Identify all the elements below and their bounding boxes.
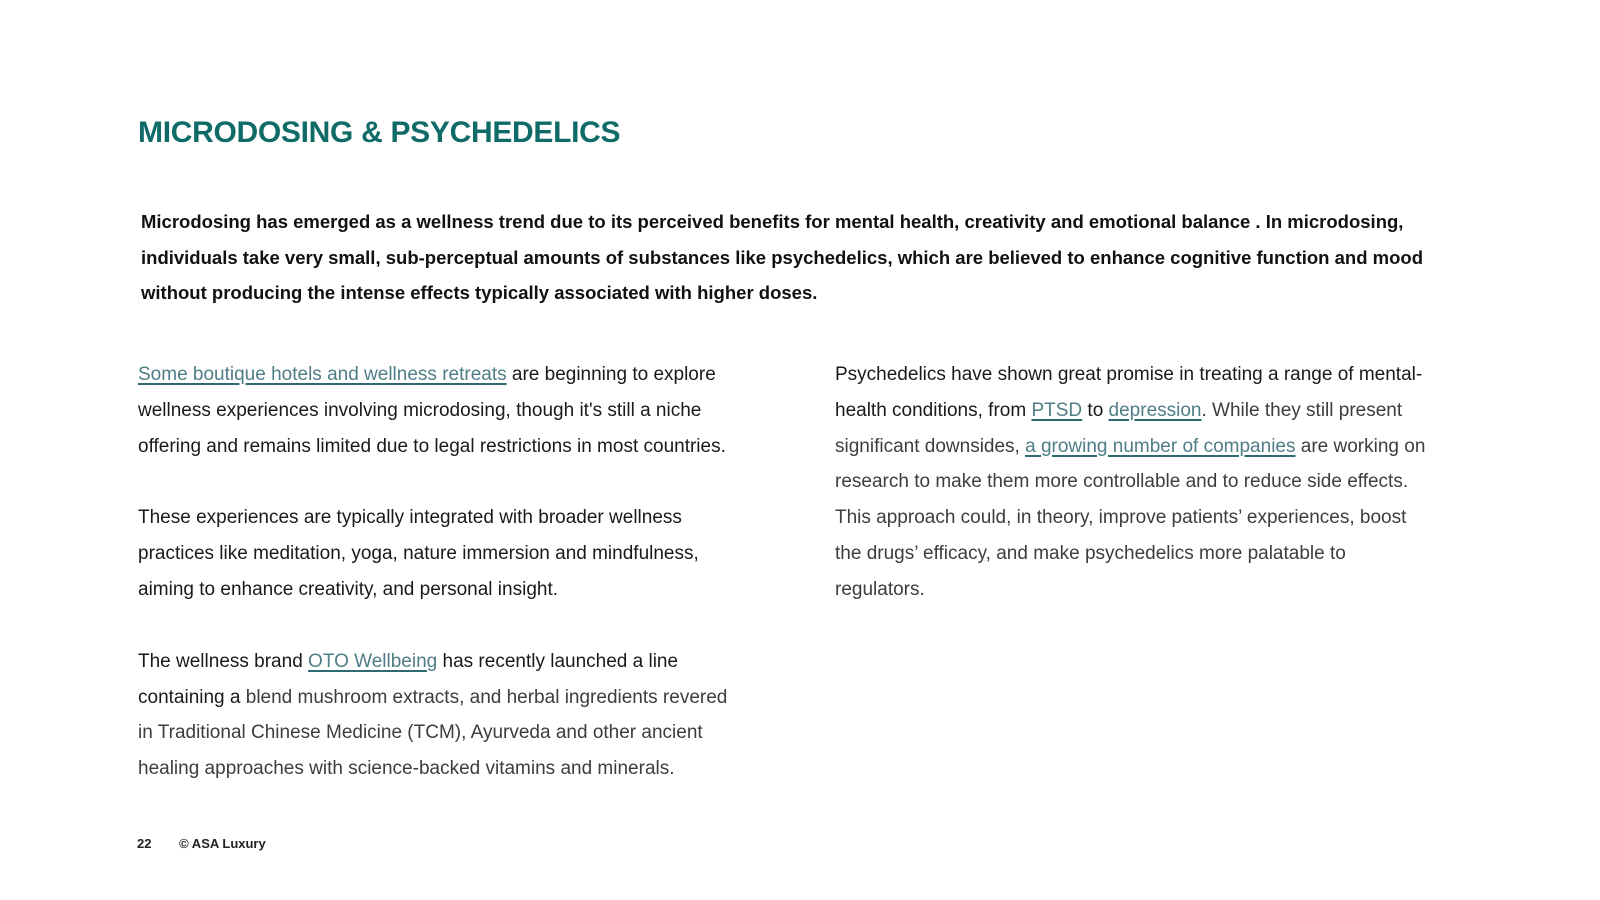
text: in Traditional Chinese Medicine (TCM), Ayurveda and other ancient <box>138 722 703 744</box>
text: Psychedelics have shown great promise in treating a range of mental- <box>835 364 1423 385</box>
text: healing approaches with science-backed vitamins and minerals. <box>138 758 675 780</box>
text: wellness experiences involving microdosing, though it's still a niche <box>138 399 702 421</box>
left-column <box>138 357 727 787</box>
text: offering and remains limited due to legal restrictions in most countries. <box>138 435 726 457</box>
link-boutique-hotels[interactable]: Some boutique hotels and wellness retreats <box>138 364 507 385</box>
page-number: 22 <box>137 836 152 851</box>
link-growing-companies[interactable]: a growing number of companies <box>1025 435 1296 457</box>
paragraph-oto <box>138 644 727 787</box>
page-title: MICRODOSING & PSYCHEDELICS <box>138 116 621 149</box>
text: aiming to enhance creativity, and personal insight. <box>138 578 559 600</box>
link-depression[interactable]: depression <box>1108 399 1202 421</box>
text: the drugs’ efficacy, and make psychedelics more palatable to <box>835 542 1346 564</box>
link-oto-wellbeing[interactable]: OTO Wellbeing <box>308 650 438 672</box>
text: . While they still present <box>1201 399 1403 421</box>
paragraph-experiences <box>138 500 727 607</box>
intro-paragraph: Microdosing has emerged as a wellness trend due to its perceived benefits for mental health, creativity and emotional balance . In microdosing, individuals take very small, sub-perceptual amounts of substances like psychedelics, which are believed to enhance cognitive function and mood without producing the intense effects typically associated with higher doses. <box>141 211 1423 303</box>
paragraph-retreats <box>138 357 727 464</box>
text: This approach could, in theory, improve patients’ experiences, boost <box>835 507 1407 529</box>
text: health conditions, from <box>835 399 1032 421</box>
text: significant downsides, <box>835 435 1026 457</box>
text: blend mushroom extracts, and herbal ingredients revered <box>245 686 728 708</box>
text: practices like meditation, yoga, nature immersion and mindfulness, <box>138 543 699 565</box>
text: The wellness brand <box>138 650 309 672</box>
text: to <box>1082 399 1109 421</box>
right-column <box>835 357 1425 608</box>
text: research to make them more controllable and to reduce side effects. <box>835 471 1409 493</box>
text: has recently launched a line <box>437 650 679 672</box>
text: are working on <box>1295 435 1426 457</box>
text: containing a <box>138 686 246 708</box>
link-ptsd[interactable]: PTSD <box>1031 399 1083 421</box>
text: These experiences are typically integrated with broader wellness <box>138 507 682 529</box>
text: are beginning to explore <box>506 364 716 385</box>
footer <box>137 836 290 851</box>
text: regulators. <box>835 578 925 600</box>
copyright: © ASA Luxury <box>179 836 266 851</box>
